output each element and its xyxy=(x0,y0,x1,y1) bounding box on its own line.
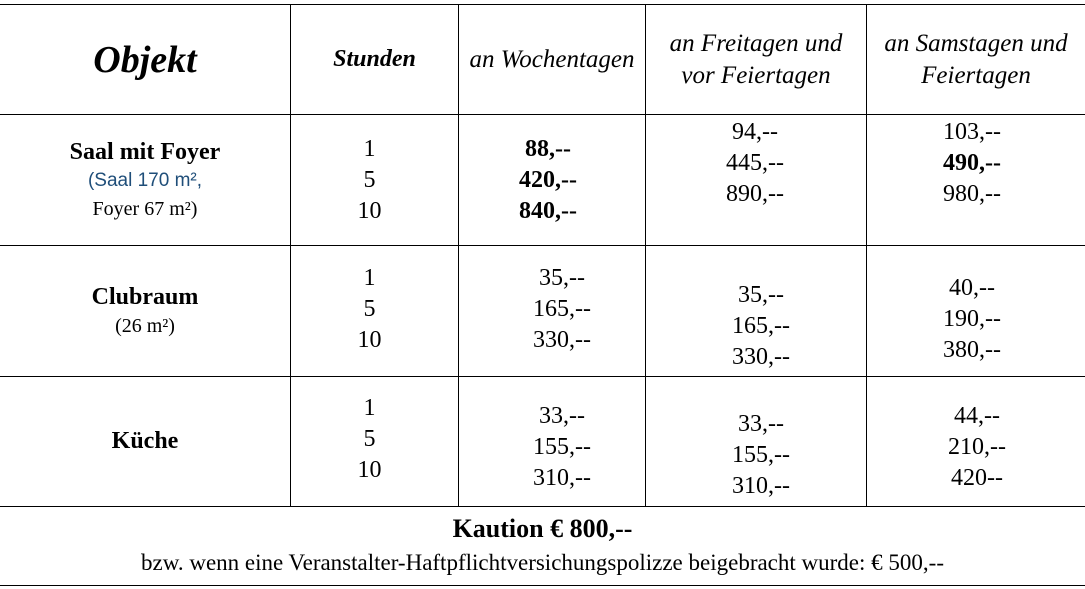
price-value: 103,-- xyxy=(943,119,1001,145)
price-value: 490,-- xyxy=(943,150,1001,176)
price-value: 980,-- xyxy=(943,181,1001,207)
price-value: 33,-- xyxy=(738,411,784,437)
price-value: 35,-- xyxy=(539,264,585,291)
price-value: 40,-- xyxy=(949,274,995,301)
hours-cell xyxy=(291,115,458,245)
object-cell-saal xyxy=(0,115,290,245)
hours-value: 1 xyxy=(363,264,376,291)
object-name: Clubraum xyxy=(91,284,199,310)
price-value: 420,-- xyxy=(519,166,577,193)
header-samstage-cell xyxy=(867,5,1085,114)
header-freitage-line1: an Freitagen und xyxy=(669,29,843,57)
deposit-note: bzw. wenn eine Veranstalter-Haftpflichtversichungspolizze beigebracht wurde: € 500,-- xyxy=(141,550,944,575)
price-value: 35,-- xyxy=(738,281,784,308)
row-divider xyxy=(0,506,1085,507)
price-value: 94,-- xyxy=(732,119,778,145)
header-wochentage: an Wochentagen xyxy=(469,45,635,73)
hours-value: 10 xyxy=(357,197,382,224)
price-cell-samstage xyxy=(867,377,1085,506)
price-cell-wochentage xyxy=(459,115,645,245)
header-objekt: Objekt xyxy=(93,38,197,81)
object-size: (Saal 170 m², xyxy=(87,170,203,191)
price-value: 210,-- xyxy=(948,434,1006,460)
price-value: 330,-- xyxy=(732,343,790,370)
price-cell-freitage xyxy=(646,115,866,245)
price-cell-samstage xyxy=(867,246,1085,376)
price-value: 155,-- xyxy=(732,442,790,468)
price-cell-samstage xyxy=(867,115,1085,245)
price-value: 890,-- xyxy=(726,181,784,207)
price-value: 310,-- xyxy=(732,473,790,499)
header-freitage-line2: vor Feiertagen xyxy=(681,61,831,89)
price-value: 33,-- xyxy=(539,403,585,429)
hours-value: 10 xyxy=(357,457,382,483)
header-samstage-line2: Feiertagen xyxy=(921,61,1031,89)
header-objekt-cell xyxy=(0,5,290,114)
header-freitage-cell xyxy=(646,5,866,114)
price-value: 165,-- xyxy=(533,295,591,322)
price-cell-freitage xyxy=(646,377,866,506)
price-value: 445,-- xyxy=(726,150,784,176)
price-cell-wochentage xyxy=(459,377,645,506)
price-value: 155,-- xyxy=(533,434,591,460)
hours-cell xyxy=(291,246,458,376)
price-value: 840,-- xyxy=(519,197,577,224)
header-stunden-cell xyxy=(291,5,458,114)
object-cell-clubraum xyxy=(0,246,290,376)
object-size: Foyer 67 m²) xyxy=(92,198,198,220)
object-name: Saal mit Foyer xyxy=(69,139,221,165)
object-size: (26 m²) xyxy=(115,315,175,337)
hours-value: 5 xyxy=(363,426,376,452)
hours-cell xyxy=(291,377,458,506)
header-wochentage-cell xyxy=(459,5,645,114)
price-value: 310,-- xyxy=(533,465,591,491)
hours-value: 1 xyxy=(363,135,376,162)
price-cell-freitage xyxy=(646,246,866,376)
hours-value: 10 xyxy=(357,326,382,353)
header-stunden: Stunden xyxy=(333,46,416,72)
object-name: Küche xyxy=(111,427,179,454)
price-cell-wochentage xyxy=(459,246,645,376)
price-value: 330,-- xyxy=(533,326,591,353)
price-value: 380,-- xyxy=(943,336,1001,363)
price-value: 88,-- xyxy=(525,135,571,162)
deposit-title: Kaution € 800,-- xyxy=(452,514,633,543)
object-cell-kueche xyxy=(0,377,290,506)
hours-value: 5 xyxy=(363,166,376,193)
price-value: 420-- xyxy=(951,465,1003,491)
hours-value: 1 xyxy=(363,395,376,421)
header-samstage-line1: an Samstagen und xyxy=(884,29,1068,57)
price-value: 190,-- xyxy=(943,305,1001,332)
price-value: 44,-- xyxy=(954,403,1000,429)
hours-value: 5 xyxy=(363,295,376,322)
price-value: 165,-- xyxy=(732,312,790,339)
